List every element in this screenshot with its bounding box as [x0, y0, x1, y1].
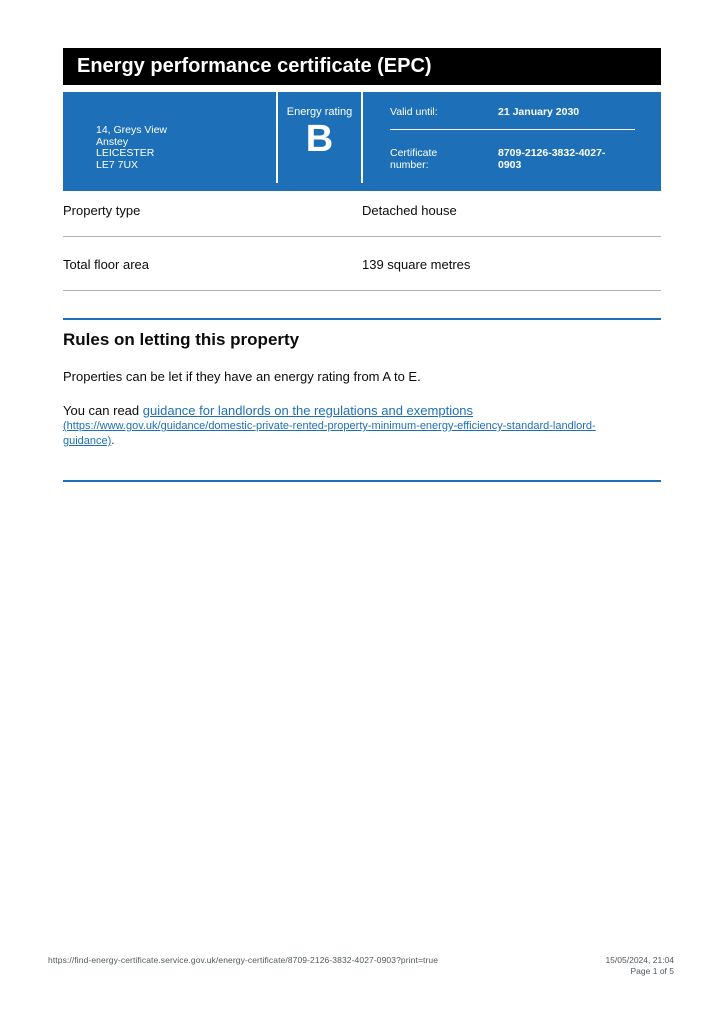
section-divider	[63, 480, 661, 482]
summary-key: Property type	[63, 203, 141, 218]
address-line: 14, Greys View	[96, 124, 168, 136]
valid-until-value: 21 January 2030	[498, 106, 580, 118]
property-address	[96, 125, 167, 171]
guidance-url-link[interactable]: (https://www.gov.uk/guidance/domestic-private-rented-property-minimum-energy-efficiency-standard-landlord-	[63, 420, 596, 432]
certificate-number-value	[498, 147, 628, 171]
valid-until-label: Valid until:	[390, 106, 438, 118]
summary-value: 139 square metres	[362, 257, 471, 272]
certificate-number-line: 8709-2126-3832-4027-	[498, 147, 606, 159]
guidance-trailing: .	[111, 435, 115, 447]
certificate-number-line: 0903	[498, 159, 522, 171]
certificate-label-line: number:	[390, 159, 429, 171]
certificate-label-line: Certificate	[390, 147, 438, 159]
print-footer-url: https://find-energy-certificate.service.gov.uk/energy-certificate/8709-2126-3832-4027-0903?print=true	[48, 955, 439, 965]
energy-rating-letter: B	[305, 118, 334, 160]
energy-rating-label: Energy rating	[286, 106, 353, 118]
panel-divider	[361, 92, 363, 183]
guidance-url-link-end[interactable]: guidance)	[63, 435, 112, 447]
print-footer-meta	[605, 955, 674, 977]
guidance-url	[63, 419, 653, 449]
page-title: Energy performance certificate (EPC)	[77, 55, 432, 77]
panel-rule	[390, 129, 635, 130]
address-line: LEICESTER	[96, 147, 155, 159]
epc-summary-panel	[63, 92, 661, 191]
energy-rating-box	[278, 92, 361, 158]
page-header	[63, 48, 661, 85]
summary-row-floor-area	[63, 237, 661, 291]
page-number: Page 1 of 5	[630, 966, 674, 976]
section-divider	[63, 318, 661, 320]
summary-row-property-type	[63, 191, 661, 237]
guidance-link[interactable]: guidance for landlords on the regulations and exemptions	[142, 403, 474, 418]
guidance-paragraph	[63, 403, 661, 419]
letting-rules-heading: Rules on letting this property	[63, 330, 300, 349]
summary-value: Detached house	[362, 203, 457, 218]
address-line: LE7 7UX	[96, 158, 139, 171]
guidance-prefix: You can read	[63, 403, 143, 418]
letting-rules-paragraph: Properties can be let if they have an energy rating from A to E.	[63, 369, 421, 384]
print-datetime: 15/05/2024, 21:04	[605, 955, 674, 965]
address-line: Anstey	[96, 135, 129, 148]
certificate-number-label	[390, 147, 460, 171]
summary-key: Total floor area	[63, 257, 149, 272]
